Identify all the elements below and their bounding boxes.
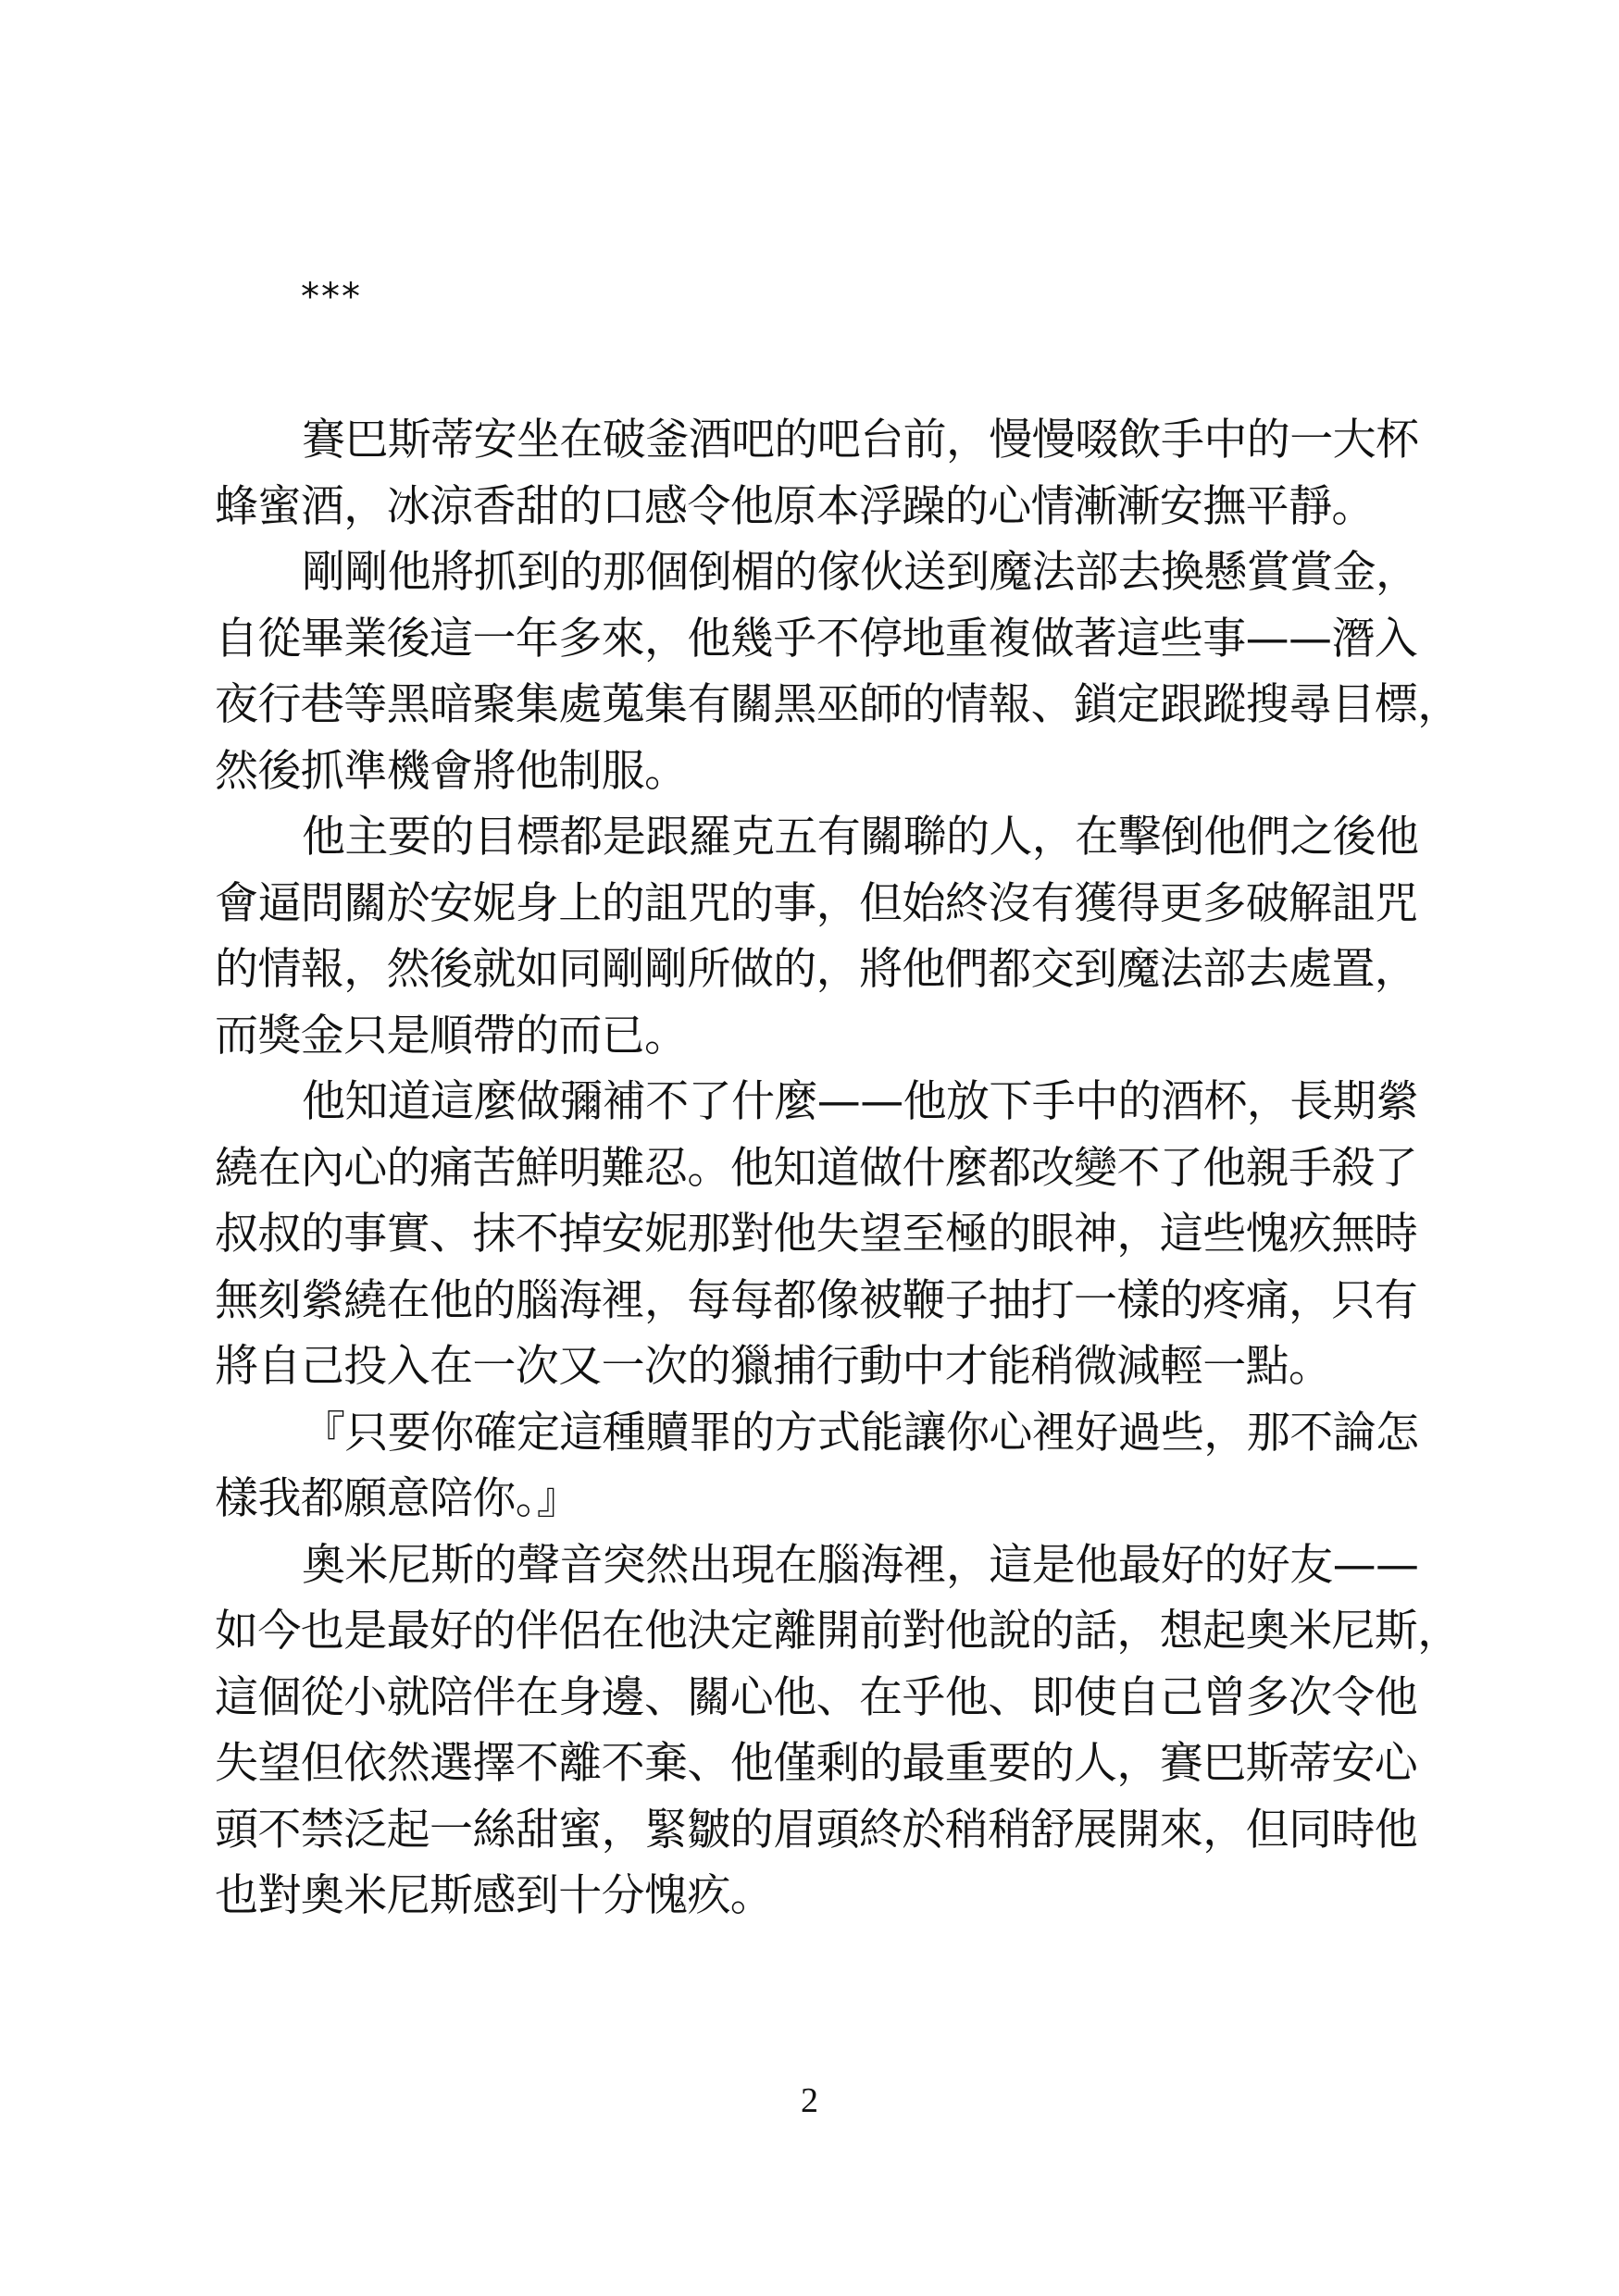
text-line: 繞在內心的痛苦鮮明難忍。他知道做什麼都改變不了他親手殺了: [215, 1142, 1418, 1194]
text-line: 賽巴斯蒂安坐在破釜酒吧的吧台前，慢慢啜飲手中的一大杯: [302, 415, 1419, 465]
text-line: 如今也是最好的伴侶在他決定離開前對他說的話，想起奧米尼斯，: [215, 1606, 1461, 1657]
text-line: 而獎金只是順帶的而已。: [215, 1010, 688, 1061]
text-line: 無刻縈繞在他的腦海裡，每每都像被鞭子抽打一樣的疼痛，只有: [215, 1274, 1418, 1326]
text-line: 自從畢業後這一年多來，他幾乎不停地重複做著這些事——潛入: [215, 613, 1418, 664]
text-line: 夜行巷等黑暗聚集處蒐集有關黑巫師的情報、鎖定跟蹤搜尋目標，: [215, 679, 1461, 730]
text-line: 剛剛他將抓到的那個倒楣的傢伙送到魔法部去換懸賞賞金，: [302, 547, 1419, 598]
text-line: 『只要你確定這種贖罪的方式能讓你心裡好過些，那不論怎: [302, 1407, 1419, 1458]
text-line: 然後抓準機會將他制服。: [215, 745, 688, 797]
text-line: 這個從小就陪伴在身邊、關心他、在乎他、即使自己曾多次令他: [215, 1671, 1418, 1723]
text-line: 奧米尼斯的聲音突然出現在腦海裡，這是他最好的好友——: [302, 1539, 1419, 1591]
text-line: 也對奧米尼斯感到十分愧疚。: [215, 1870, 774, 1921]
section-separator: ***: [301, 276, 362, 318]
text-line: 將自己投入在一次又一次的獵捕行動中才能稍微減輕一點。: [215, 1341, 1332, 1392]
body-text: [215, 407, 1461, 1930]
text-line: 叔叔的事實、抹不掉安妮那對他失望至極的眼神，這些愧疚無時: [215, 1209, 1418, 1260]
page-number: 2: [801, 2081, 818, 2120]
text-line: 的情報，然後就如同剛剛所做的，將他們都交到魔法部去處置，: [215, 944, 1418, 995]
text-line: 會逼問關於安妮身上的詛咒的事，但始終沒有獲得更多破解詛咒: [215, 877, 1418, 929]
text-line: 蜂蜜酒，冰涼香甜的口感令他原本浮躁的心情漸漸安撫平靜。: [215, 480, 1375, 532]
text-line: 他知道這麼做彌補不了什麼——他放下手中的酒杯，長期縈: [302, 1076, 1419, 1127]
text-line: 頭不禁泛起一絲甜蜜，緊皺的眉頭終於稍稍舒展開來，但同時他: [215, 1804, 1418, 1855]
text-line: 樣我都願意陪你。』: [215, 1473, 580, 1524]
text-line: 他主要的目標都是跟羅克五有關聯的人，在擊倒他們之後他: [302, 812, 1419, 863]
text-line: 失望但依然選擇不離不棄、他僅剩的最重要的人，賽巴斯蒂安心: [215, 1738, 1418, 1789]
